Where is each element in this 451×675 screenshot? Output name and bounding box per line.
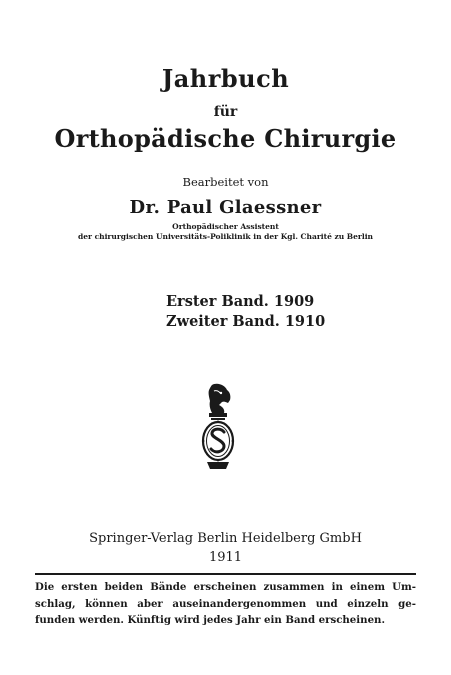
publication-year: 1911 [208, 550, 243, 565]
springer-horse-logo-icon [197, 383, 241, 473]
publication-note [35, 579, 416, 629]
journal-subject: Orthopädische Chirurgie [54, 124, 397, 153]
volume-two: Zweiter Band. 1910 [166, 313, 326, 330]
publisher-name: Springer-Verlag Berlin Heidelberg GmbH [89, 531, 362, 546]
editor-affiliation-line-2: der chirurgischen Universitäts-Poliklinik in der Kgl. Charité zu Berlin [77, 232, 374, 241]
journal-title-preposition: für [213, 104, 238, 120]
note-line-3: funden werden. Künftig wird jedes Jahr ein Band erscheinen. [35, 614, 386, 626]
note-line-2: schlag, können aber auseinandergenommen und einzeln ge- [35, 597, 416, 610]
editor-affiliation-line-1: Orthopädischer Assistent [172, 222, 279, 231]
edited-by-label: Bearbeitet von [182, 175, 269, 189]
journal-title: Jahrbuch [161, 64, 290, 93]
horizontal-divider [35, 573, 416, 575]
editor-name: Dr. Paul Glaessner [129, 197, 322, 218]
volume-one: Erster Band. 1909 [166, 293, 315, 310]
note-line-1: Die ersten beiden Bände erscheinen zusammen in einem Um- [35, 581, 416, 593]
